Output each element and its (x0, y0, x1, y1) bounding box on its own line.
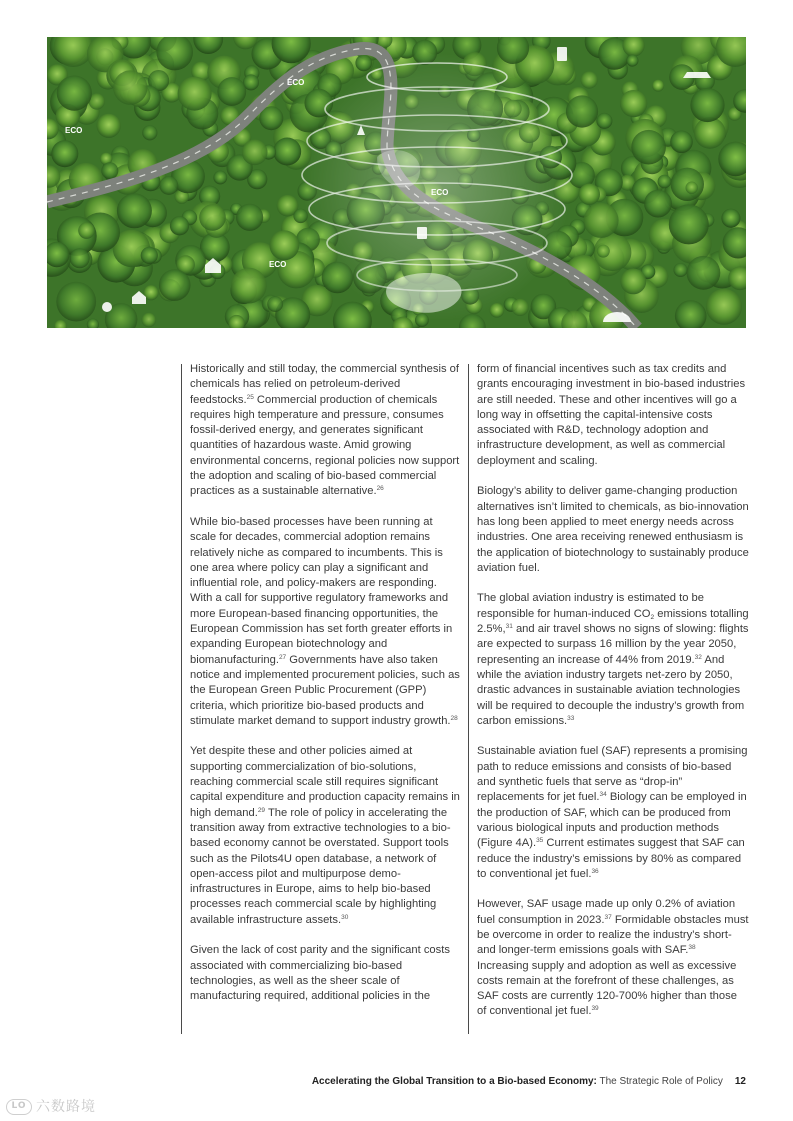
left-column-rule (181, 364, 182, 1034)
footnote-ref: 36 (591, 867, 599, 875)
bottle-icon (557, 47, 567, 61)
footnote-ref: 33 (567, 714, 575, 722)
footnote-ref: 32 (694, 653, 702, 661)
footnote-ref: 39 (591, 1005, 599, 1013)
paragraph: The global aviation industry is estimated to be responsible for human-induced $CO_2$ emissions totalling 2.5%,$^{31}$ and air travel shows no signs of slowing: flights are expected to surpass 16 million by the year 2050, representing an increase of 44% from 2019.32 And while the aviation industry targets net-zero by 2050, drastic advances in sustainable aviation technologies will be required to decouple the industry’s growth from carbon emissions.$^{33}$ (477, 592, 749, 727)
eco-label-3: ECO (431, 188, 449, 197)
watermark (6, 1096, 96, 1116)
eco-hologram-globe (302, 52, 572, 322)
paragraph: Yet despite these and other policies aimed at supporting commercialization of bio-solutions, reaching commercial scale still requires significant capital expenditure and production capacity remains in high demand.$^{29}$ The role of policy in accelerating the transition away from extractive technologies to a bio-based economy cannot be overstated. Support tools such as the Pilots4U open database, a network of open-access pilot and multipurpose demo-infrastructures in Europe, aims to help bio-based processes reach commercial scale by highlighting available infrastructure assets.$^{30}$ (190, 745, 460, 926)
paragraph: Historically and still today, the commercial synthesis of chemicals has relied on petroleum-derived feedstocks.$^{25}$ Commercial production of chemicals requires high temperature and pressure, consumes fossil-derived energy, and generates significant quantities of hazardous waste. Amid growing environmental concerns, regional policies now support the adoption and scaling of bio-based commercial practices as a sustainable alternative.$^{26}$ (190, 363, 460, 498)
left-text-column (190, 362, 460, 1020)
eco-label-2: ECO (287, 78, 305, 87)
footnote-ref: 35 (536, 837, 544, 845)
footnote-ref: 38 (688, 944, 696, 952)
car-icon (683, 72, 711, 78)
footnote-ref: 26 (376, 485, 384, 493)
footnote-ref: 27 (278, 653, 287, 661)
page-number: 12 (734, 1076, 746, 1087)
footnote-ref: 30 (341, 913, 349, 921)
watermark-logo-icon: LO (6, 1099, 32, 1115)
paragraph: However, SAF usage made up only 0.2% of aviation fuel consumption in 2023.37 Formidable obstacles must be overcome in order to realize the industry’s short- and longer-term emissions goals with SAF.$^{38}$ Increasing supply and adoption as well as excessive costs remain at the forefront of these challenges, as SAF costs are currently 120-700% higher than those of conventional jet fuel.$^{39}$ (477, 898, 749, 1018)
fuel-icon (417, 227, 427, 239)
eco-label-4: ECO (269, 260, 287, 269)
page-footer (312, 1076, 746, 1087)
paragraph: form of financial incentives such as tax credits and grants encouraging investment in bio-based industries are still needed. These and other incentives will go a long way in offsetting the capital-intensive costs associated with R&D, technology adoption and infrastructure development, as well as commercial deployment and scaling. (477, 363, 746, 467)
eco-label-1: ECO (65, 126, 83, 135)
forest-illustration (47, 37, 746, 328)
footnote-ref: 25 (246, 393, 254, 401)
paragraph: While bio-based processes have been running at scale for decades, commercial adoption remains relatively niche as compared to incumbents. This is one area where policy can play a significant and influential role, and policy-makers are responding. With a call for supportive regulatory frameworks and more European-based financing opportunities, the European Commission has set forth greater efforts in expanding European biotechnology and biomanufacturing.$^{27}$ Governments have also taken notice and implemented procurement policies, such as the European Green Public Procurement (GPP) criteria, which prioritize bio-based products and stimulate market demand to support industry growth.$^{28}$ (190, 515, 460, 727)
subscript: 2 (650, 613, 655, 621)
footnote-ref: 31 (505, 623, 513, 631)
footnote-ref: 34 (599, 791, 607, 799)
footnote-ref: 28 (450, 714, 458, 722)
right-text-column (477, 362, 749, 1035)
paragraph: Sustainable aviation fuel (SAF) represents a promising path to reduce emissions and consists of bio-based and synthetic fuels that serve as “drop-in” replacements for jet fuel.$^{34}$ Biology can be employed in the production of SAF, which can be produced from various biological inputs and production methods (Figure 4A).$^{35}$ Current estimates suggest that SAF can reduce the industry’s emissions by 80% as compared to conventional jet fuel.$^{36}$ (477, 745, 748, 880)
footer-subtitle: The Strategic Role of Policy (596, 1076, 723, 1087)
leaf-icon (102, 302, 112, 312)
paragraph: Biology’s ability to deliver game-changing production alternatives isn’t limited to chemicals, as bio-innovation has long been applied to meet energy needs across industries. One area receiving renewed enthusiasm is the application of biotechnology to sustainably produce aviation fuel. (477, 485, 749, 574)
right-column-rule (468, 364, 469, 1034)
footer-title: Accelerating the Global Transition to a Bio-based Economy: (311, 1076, 597, 1087)
watermark-text: 六数路境 (36, 1099, 96, 1115)
hero-image (47, 37, 746, 328)
paragraph: Given the lack of cost parity and the significant costs associated with commercializing bio-based technologies, as well as the sheer scale of manufacturing required, additional policies in the (190, 944, 450, 1003)
footnote-ref: 37 (604, 913, 612, 921)
footnote-ref: 29 (257, 806, 266, 814)
